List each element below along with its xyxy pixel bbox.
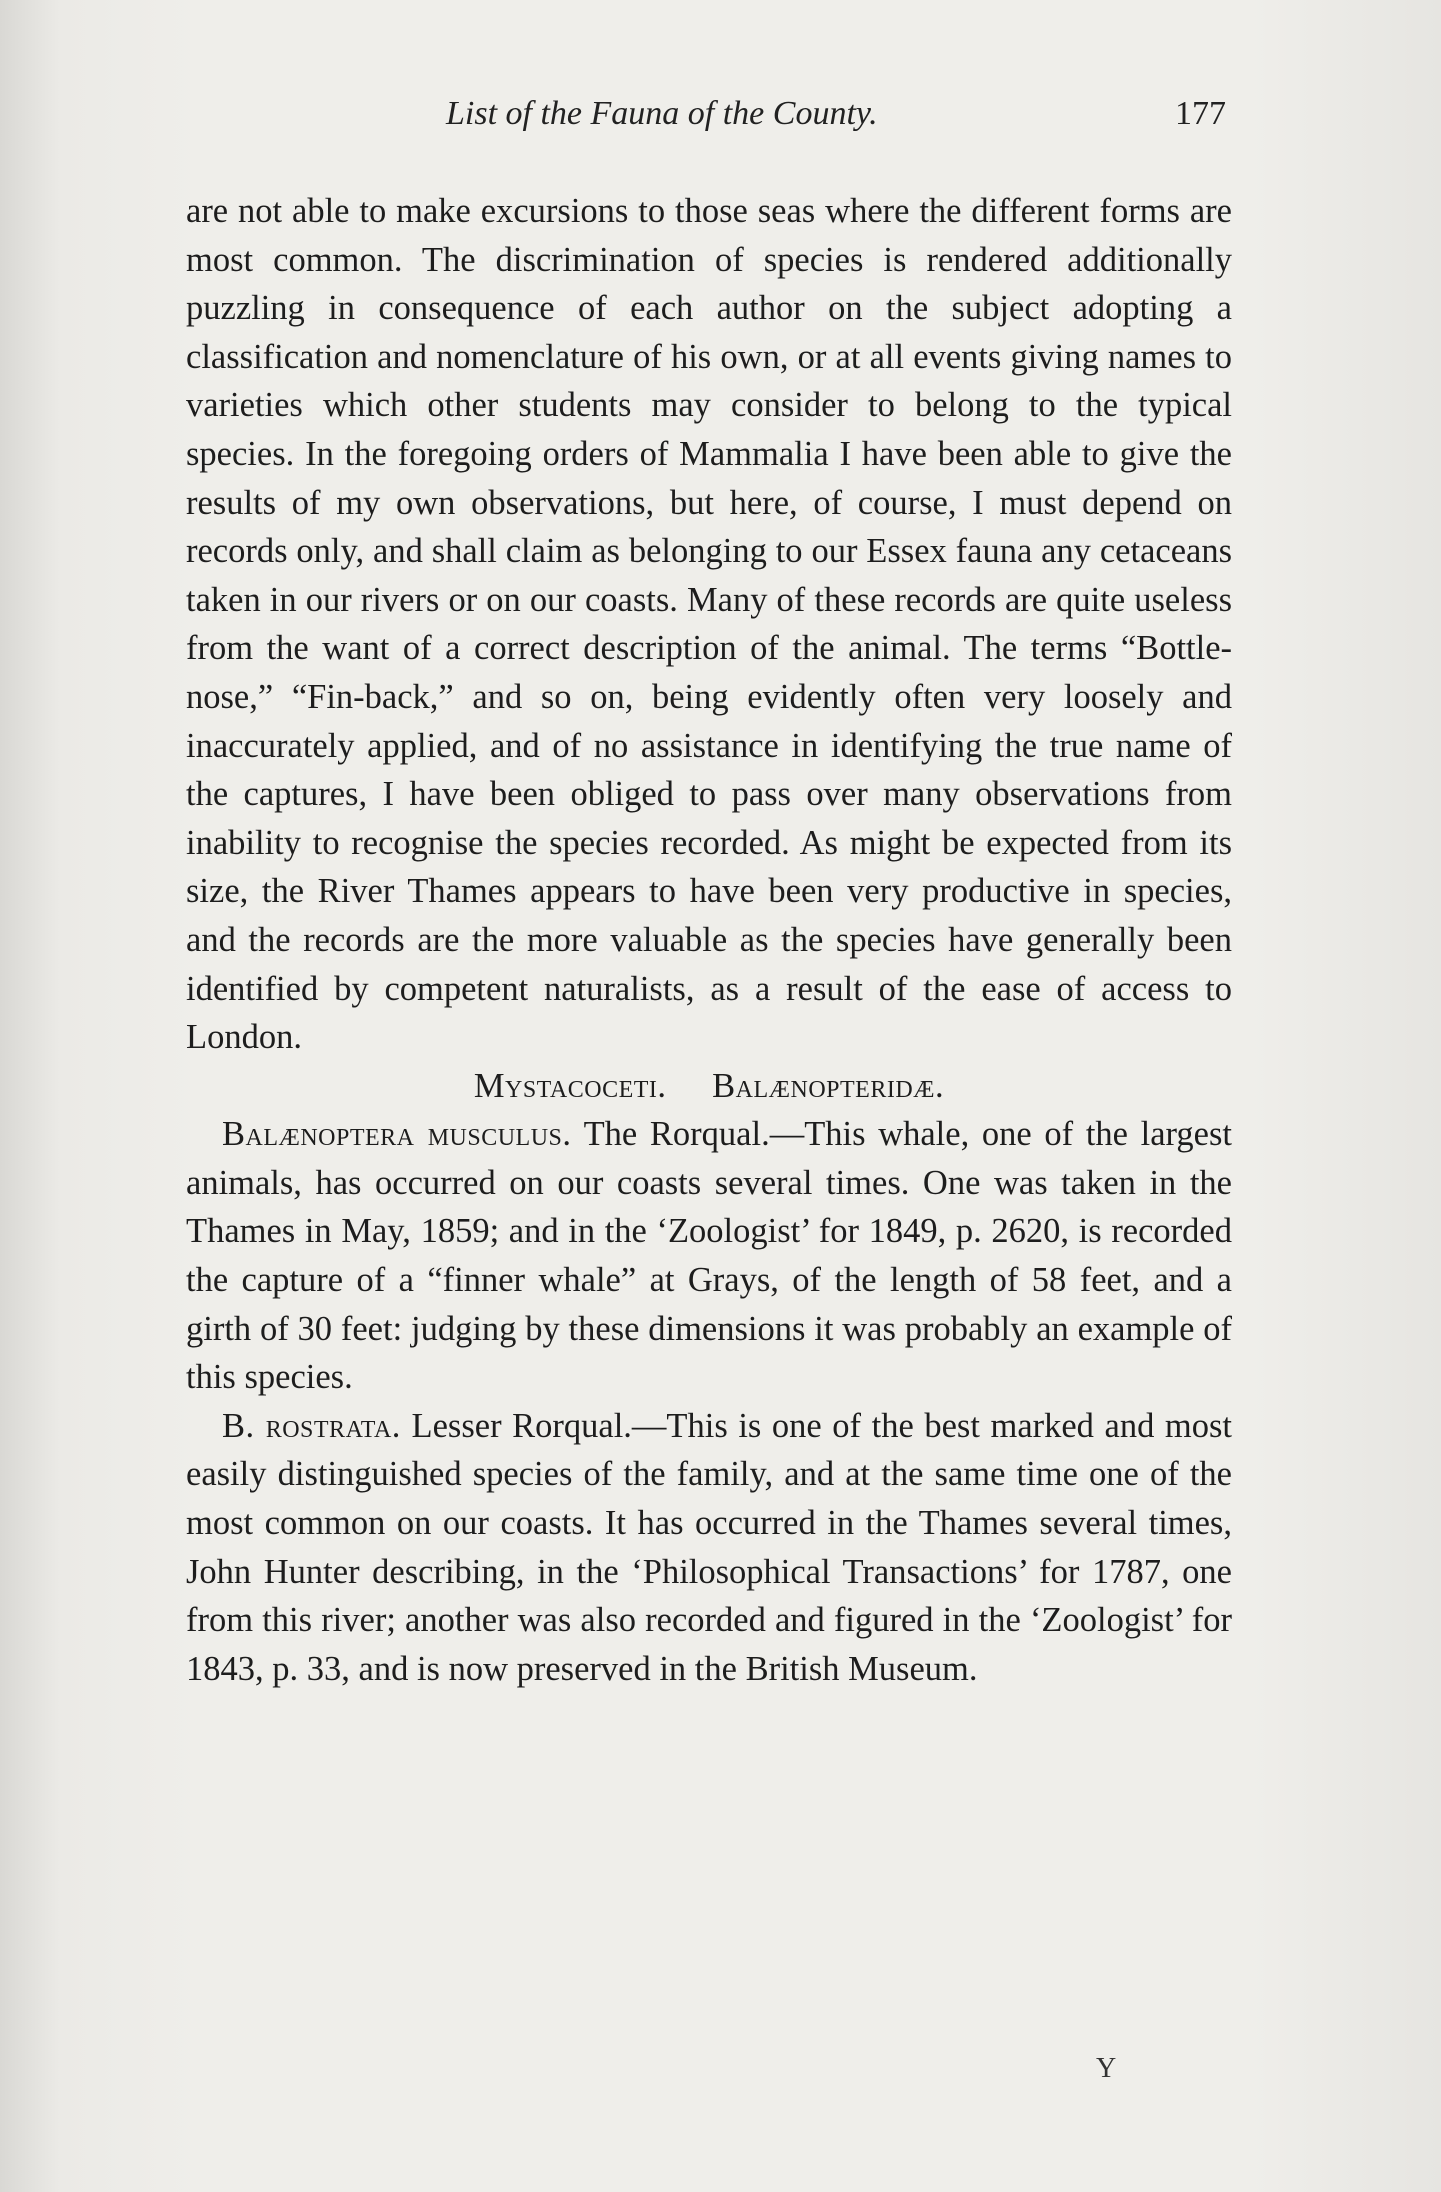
page-header [186,95,1226,145]
species-text-rostrata: Lesser Rorqual.—This is one of the best marked and most easily distinguished species of the family, and at the same time one of the most common on our coasts. It has occurred in the Thames several times, John Hunter describing, in the ‘Philosophical Transactions’ for 1787, one from this river; another was also recorded and figured in the ‘Zoologist’ for 1843, p. 33, and is now preserved in the British Museum. [186,1406,1232,1688]
suborder-heading: Mystacoceti. [473,1066,667,1105]
family-heading: Balænopteridæ. [712,1066,945,1105]
species-entry-rostrata [186,1402,1232,1694]
species-name-rostrata: B. rostrata. [222,1406,401,1445]
species-entry-musculus [186,1110,1232,1402]
intro-paragraph: are not able to make excursions to those seas where the different forms are most common. The discrimination of species is rendered additionally puzzling in consequence of each author on the subject adopting a classification and nomenclature of his own, or at all events giving names to varieties which other students may consider to belong to the typical species. In the foregoing orders of Mammalia I have been able to give the results of my own observations, but here, of course, I must depend on records only, and shall claim as belonging to our Essex fauna any cetaceans taken in our rivers or on our coasts. Many of these records are quite useless from the want of a correct description of the animal. The terms “Bottle-nose,” “Fin-back,” and so on, being evidently often very loosely and inaccurately applied, and of no assistance in identifying the true name of the captures, I have been obliged to pass over many observations from inability to recognise the species recorded. As might be expected from its size, the River Thames appears to have been very productive in species, and the records are the more valuable as the species have generally been identified by competent naturalists, as a result of the ease of access to London. [186,192,1232,1057]
body-text [186,187,1232,1693]
page-number: 177 [1175,95,1226,132]
printer-signature-mark: Y [1096,2053,1117,2084]
species-name-musculus: Balænoptera musculus. [222,1115,572,1154]
species-text-musculus: The Rorqual.—This whale, one of the largest animals, has occurred on our coasts several times. One was taken in the Thames in May, 1859; and in the ‘Zoologist’ for 1849, p. 2620, is recorded the capture of a “finner whale” at Grays, of the length of 58 feet, and a girth of 30 feet: judging by these dimensions it was probably an example of this species. [186,1115,1232,1397]
running-title: List of the Fauna of the County. [446,95,878,132]
section-heading [186,1062,1232,1111]
